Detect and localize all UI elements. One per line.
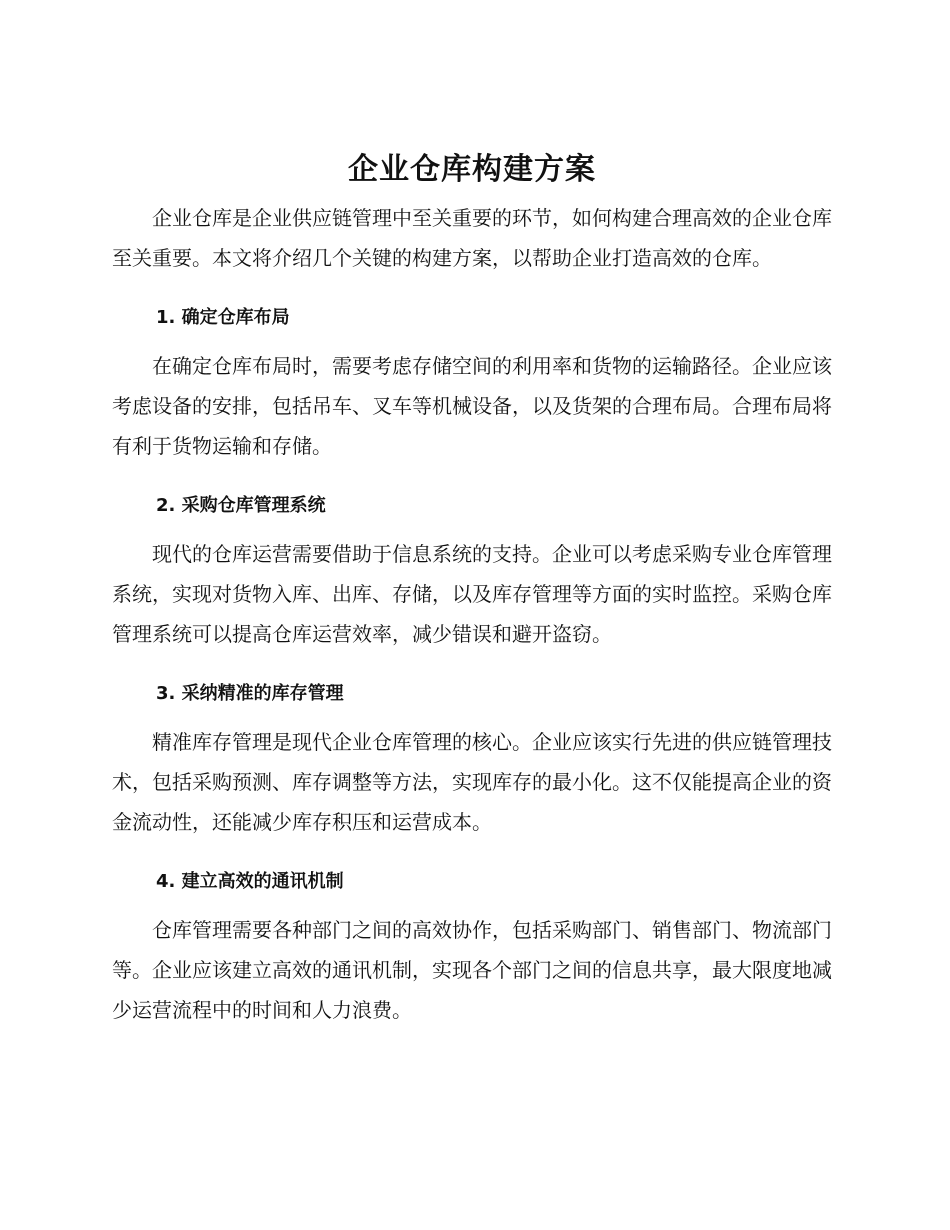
section-heading: 1. 确定仓库布局 xyxy=(156,307,290,328)
section-1 xyxy=(112,306,832,466)
section-body: 在确定仓库布局时，需要考虑存储空间的利用率和货物的运输路径。企业应该考虑设备的安排，包括吊车、叉车等机械设备，以及货架的合理布局。合理布局将有利于货物运输和存储。 xyxy=(112,354,832,458)
section-body: 现代的仓库运营需要借助于信息系统的支持。企业可以考虑采购专业仓库管理系统，实现对货物入库、出库、存储，以及库存管理等方面的实时监控。采购仓库管理系统可以提高仓库运营效率，减少错误和避开盗窃。 xyxy=(112,542,832,646)
section-body: 仓库管理需要各种部门之间的高效协作，包括采购部门、销售部门、物流部门等。企业应该建立高效的通讯机制，实现各个部门之间的信息共享，最大限度地减少运营流程中的时间和人力浪费。 xyxy=(112,918,832,1022)
section-3 xyxy=(112,682,832,842)
section-2 xyxy=(112,494,832,654)
section-body: 精准库存管理是现代企业仓库管理的核心。企业应该实行先进的供应链管理技术，包括采购预测、库存调整等方法，实现库存的最小化。这不仅能提高企业的资金流动性，还能减少库存积压和运营成本。 xyxy=(112,730,832,834)
intro-paragraph: 企业仓库是企业供应链管理中至关重要的环节，如何构建合理高效的企业仓库至关重要。本文将介绍几个关键的构建方案，以帮助企业打造高效的仓库。 xyxy=(112,206,832,270)
document-title: 企业仓库构建方案 xyxy=(348,152,596,187)
section-heading: 3. 采纳精准的库存管理 xyxy=(156,683,344,704)
document-page xyxy=(112,148,832,1030)
section-4 xyxy=(112,870,832,1030)
section-heading: 2. 采购仓库管理系统 xyxy=(156,495,326,516)
section-heading: 4. 建立高效的通讯机制 xyxy=(156,871,344,892)
